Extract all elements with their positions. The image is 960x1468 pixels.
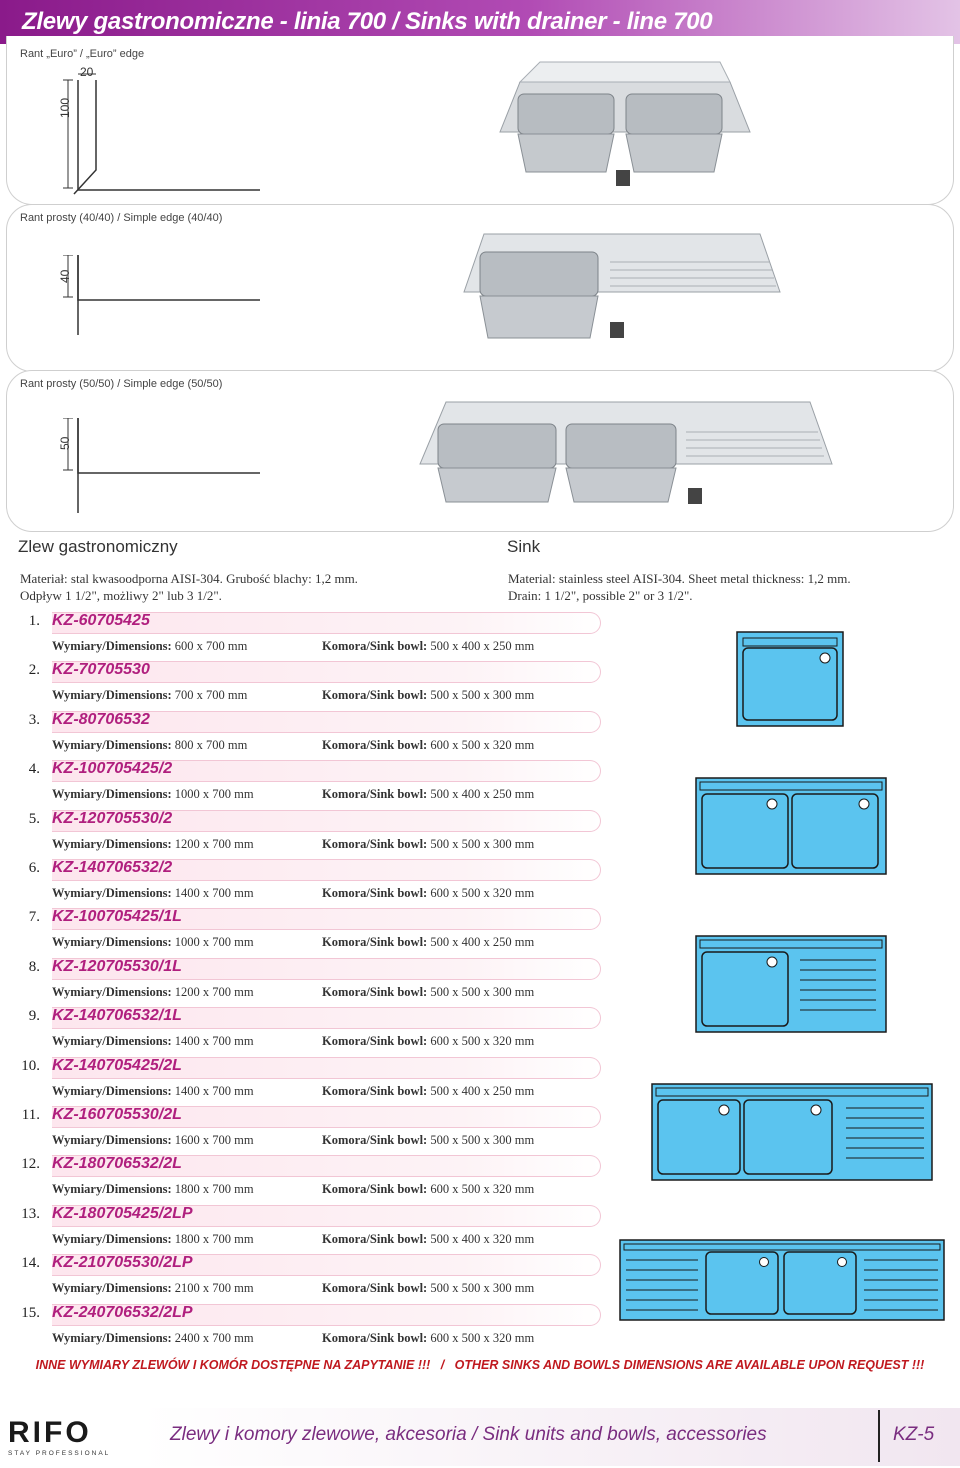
product-number: 3. — [28, 712, 40, 728]
info-title-en: Sink — [507, 537, 541, 556]
bowl-value: 600 x 500 x 320 mm — [430, 738, 535, 752]
dimensions-label: Wymiary/Dimensions: — [52, 886, 172, 900]
bowl-value: 500 x 500 x 300 mm — [430, 1133, 535, 1147]
bowl-value: 500 x 500 x 300 mm — [430, 837, 535, 851]
product-row — [6, 758, 606, 780]
product-code: KZ-140706532/2 — [52, 859, 173, 876]
product-bowl — [322, 985, 534, 1000]
product-dimensions — [52, 1331, 254, 1346]
bowl-value: 600 x 500 x 320 mm — [430, 1331, 535, 1345]
product-row — [6, 1005, 606, 1027]
edge-euro-width-label: 20 — [80, 65, 94, 79]
edge-50-profile — [60, 418, 260, 518]
edge-euro-height-label: 100 — [58, 97, 72, 118]
edge-40-profile — [60, 255, 260, 345]
product-row — [6, 956, 606, 978]
dimensions-value: 1800 x 700 mm — [174, 1232, 254, 1246]
product-number: 12. — [21, 1156, 40, 1172]
product-dimensions — [52, 787, 254, 802]
brand-logo-text: RIFO — [8, 1416, 92, 1449]
product-bowl — [322, 1133, 534, 1148]
product-bowl — [322, 1182, 534, 1197]
bowl-label: Komora/Sink bowl: — [322, 935, 428, 949]
dimensions-label: Wymiary/Dimensions: — [52, 639, 172, 653]
product-code: KZ-180705425/2LP — [52, 1205, 193, 1222]
diagram-single-bowl-drainer — [694, 934, 890, 1036]
footer-caption: Zlewy i komory zlewowe, akcesoria / Sink units and bowls, accessories — [170, 1424, 767, 1445]
product-bowl — [322, 886, 534, 901]
product-bowl — [322, 738, 534, 753]
dimensions-value: 1400 x 700 mm — [174, 1084, 254, 1098]
product-code: KZ-60705425 — [52, 612, 150, 629]
product-bowl — [322, 639, 534, 654]
product-dimensions — [52, 639, 247, 654]
product-row — [6, 709, 606, 731]
dimensions-label: Wymiary/Dimensions: — [52, 935, 172, 949]
product-bowl — [322, 688, 534, 703]
product-number: 14. — [21, 1255, 40, 1271]
bowl-value: 500 x 500 x 300 mm — [430, 688, 535, 702]
dimensions-label: Wymiary/Dimensions: — [52, 1133, 172, 1147]
dimensions-value: 1400 x 700 mm — [174, 1034, 254, 1048]
product-code: KZ-100705425/1L — [52, 908, 182, 925]
product-dimensions — [52, 738, 247, 753]
product-number: 15. — [21, 1305, 40, 1321]
product-code: KZ-70705530 — [52, 661, 150, 678]
dimensions-label: Wymiary/Dimensions: — [52, 1281, 172, 1295]
bowl-label: Komora/Sink bowl: — [322, 1182, 428, 1196]
product-code: KZ-180706532/2L — [52, 1155, 182, 1172]
product-dimensions — [52, 935, 254, 950]
product-code: KZ-120705530/1L — [52, 958, 182, 975]
product-code: KZ-140705425/2L — [52, 1057, 182, 1074]
product-number: 7. — [28, 909, 40, 925]
dimensions-label: Wymiary/Dimensions: — [52, 1034, 172, 1048]
product-bowl — [322, 935, 534, 950]
bowl-label: Komora/Sink bowl: — [322, 1281, 428, 1295]
info-text-en-1: Material: stainless steel AISI-304. Sheet metal thickness: 1,2 mm. — [508, 571, 851, 586]
product-code: KZ-160705530/2L — [52, 1106, 182, 1123]
bowl-value: 600 x 500 x 320 mm — [430, 1182, 535, 1196]
product-code: KZ-120705530/2 — [52, 810, 173, 827]
info-title-pl: Zlew gastronomiczny — [18, 537, 178, 556]
product-bowl — [322, 1331, 534, 1346]
bowl-label: Komora/Sink bowl: — [322, 787, 428, 801]
bowl-label: Komora/Sink bowl: — [322, 837, 428, 851]
bowl-value: 600 x 500 x 320 mm — [430, 886, 535, 900]
product-dimensions — [52, 1182, 254, 1197]
bowl-label: Komora/Sink bowl: — [322, 886, 428, 900]
product-number: 1. — [28, 613, 40, 629]
bowl-value: 500 x 400 x 320 mm — [430, 1232, 535, 1246]
dimensions-label: Wymiary/Dimensions: — [52, 985, 172, 999]
bowl-value: 500 x 500 x 300 mm — [430, 1281, 535, 1295]
dimensions-value: 700 x 700 mm — [174, 688, 248, 702]
bowl-label: Komora/Sink bowl: — [322, 688, 428, 702]
product-bowl — [322, 1232, 534, 1247]
product-row — [6, 1055, 606, 1077]
dimensions-value: 1000 x 700 mm — [174, 787, 254, 801]
footer-divider — [878, 1410, 880, 1462]
page-title: Zlewy gastronomiczne - linia 700 / Sinks with drainer - line 700 — [22, 8, 713, 35]
dimensions-value: 1200 x 700 mm — [174, 985, 254, 999]
brand-logo — [8, 1418, 110, 1457]
info-text-en-2: Drain: 1 1/2", possible 2" or 3 1/2". — [508, 588, 693, 603]
bowl-label: Komora/Sink bowl: — [322, 1331, 428, 1345]
sink-photo-double-bowl-drainer — [410, 388, 840, 518]
bowl-label: Komora/Sink bowl: — [322, 1084, 428, 1098]
dimensions-value: 800 x 700 mm — [174, 738, 248, 752]
product-bowl — [322, 1034, 534, 1049]
product-bowl — [322, 1281, 534, 1296]
info-text-pl-2: Odpływ 1 1/2", możliwy 2" lub 3 1/2". — [20, 588, 222, 603]
edge-label-simple-40: Rant prosty (40/40) / Simple edge (40/40) — [20, 212, 223, 224]
product-dimensions — [52, 1281, 254, 1296]
bowl-value: 500 x 400 x 250 mm — [430, 1084, 535, 1098]
product-row — [6, 1203, 606, 1225]
diagram-double-bowl-two-drainers — [618, 1238, 948, 1324]
product-bowl — [322, 1084, 534, 1099]
product-dimensions — [52, 886, 254, 901]
dimensions-label: Wymiary/Dimensions: — [52, 1182, 172, 1196]
dimensions-value: 1200 x 700 mm — [174, 837, 254, 851]
bowl-value: 500 x 400 x 250 mm — [430, 639, 535, 653]
product-dimensions — [52, 1232, 254, 1247]
product-row — [6, 1104, 606, 1126]
bowl-label: Komora/Sink bowl: — [322, 738, 428, 752]
product-row — [6, 1302, 606, 1324]
product-dimensions — [52, 837, 254, 852]
bowl-label: Komora/Sink bowl: — [322, 1034, 428, 1048]
bowl-value: 500 x 400 x 250 mm — [430, 935, 535, 949]
product-code: KZ-140706532/1L — [52, 1007, 182, 1024]
edge-label-simple-50: Rant prosty (50/50) / Simple edge (50/50) — [20, 378, 223, 390]
dimensions-notice: INNE WYMIARY ZLEWÓW I KOMÓR DOSTĘPNE NA ZAPYTANIE !!! / OTHER SINKS AND BOWLS DIMENSIONS ARE AVAILABLE UPON REQUEST !!! — [35, 1358, 925, 1372]
product-number: 5. — [28, 811, 40, 827]
product-number: 6. — [28, 860, 40, 876]
product-number: 4. — [28, 761, 40, 777]
bowl-value: 500 x 400 x 250 mm — [430, 787, 535, 801]
dimensions-value: 1000 x 700 mm — [174, 935, 254, 949]
dimensions-label: Wymiary/Dimensions: — [52, 738, 172, 752]
dimensions-value: 1600 x 700 mm — [174, 1133, 254, 1147]
product-row — [6, 857, 606, 879]
product-bowl — [322, 787, 534, 802]
dimensions-label: Wymiary/Dimensions: — [52, 787, 172, 801]
dimensions-value: 2100 x 700 mm — [174, 1281, 254, 1295]
bowl-value: 500 x 500 x 300 mm — [430, 985, 535, 999]
product-code: KZ-100705425/2 — [52, 760, 173, 777]
dimensions-label: Wymiary/Dimensions: — [52, 1084, 172, 1098]
product-number: 8. — [28, 959, 40, 975]
dimensions-value: 600 x 700 mm — [174, 639, 248, 653]
product-row — [6, 659, 606, 681]
info-text-pl-1: Materiał: stal kwasoodporna AISI-304. Grubość blachy: 1,2 mm. — [20, 571, 358, 586]
diagram-single-bowl — [735, 630, 847, 730]
sink-photo-single-bowl-drainer — [450, 222, 790, 352]
dimensions-value: 1400 x 700 mm — [174, 886, 254, 900]
dimensions-label: Wymiary/Dimensions: — [52, 837, 172, 851]
bowl-label: Komora/Sink bowl: — [322, 1232, 428, 1246]
page-number: KZ-5 — [893, 1424, 935, 1445]
bowl-label: Komora/Sink bowl: — [322, 985, 428, 999]
product-row — [6, 906, 606, 928]
product-code: KZ-240706532/2LP — [52, 1304, 193, 1321]
product-dimensions — [52, 985, 254, 1000]
product-dimensions — [52, 1084, 254, 1099]
product-number: 9. — [28, 1008, 40, 1024]
product-dimensions — [52, 1034, 254, 1049]
edge-40-height-label: 40 — [58, 269, 72, 283]
edge-label-euro: Rant „Euro” / „Euro” edge — [20, 48, 145, 60]
product-dimensions — [52, 1133, 254, 1148]
diagram-double-bowl-drainer — [650, 1082, 936, 1184]
edge-50-height-label: 50 — [58, 436, 72, 450]
diagram-double-bowl — [694, 776, 890, 878]
product-number: 13. — [21, 1206, 40, 1222]
edge-euro-profile — [60, 60, 260, 200]
sink-photo-double-bowl — [480, 52, 780, 202]
product-number: 10. — [21, 1058, 40, 1074]
product-row — [6, 808, 606, 830]
product-row — [6, 610, 606, 632]
product-number: 11. — [21, 1107, 40, 1123]
product-code: KZ-80706532 — [52, 711, 150, 728]
dimensions-label: Wymiary/Dimensions: — [52, 1232, 172, 1246]
dimensions-value: 2400 x 700 mm — [174, 1331, 254, 1345]
dimensions-label: Wymiary/Dimensions: — [52, 688, 172, 702]
dimensions-value: 1800 x 700 mm — [174, 1182, 254, 1196]
bowl-label: Komora/Sink bowl: — [322, 639, 428, 653]
product-code: KZ-210705530/2LP — [52, 1254, 193, 1271]
bowl-value: 600 x 500 x 320 mm — [430, 1034, 535, 1048]
dimensions-label: Wymiary/Dimensions: — [52, 1331, 172, 1345]
product-dimensions — [52, 688, 247, 703]
product-bowl — [322, 837, 534, 852]
product-number: 2. — [28, 662, 40, 678]
bowl-label: Komora/Sink bowl: — [322, 1133, 428, 1147]
brand-tagline: STAY PROFESSIONAL — [8, 1450, 111, 1457]
product-row — [6, 1252, 606, 1274]
product-row — [6, 1153, 606, 1175]
